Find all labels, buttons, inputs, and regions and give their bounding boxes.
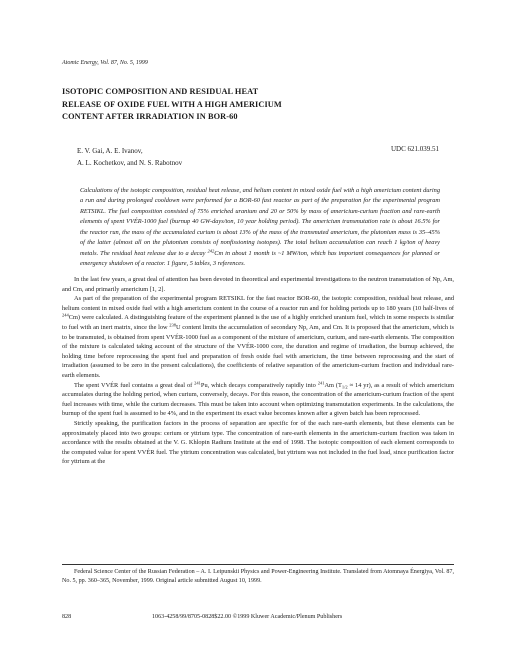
publisher-line: 1063-4258/99/8705-0828$22.00 ©1999 Kluwer Academic/Plenum Publishers (152, 614, 343, 620)
isotope-superscript: 244 (62, 312, 69, 318)
title-line: ISOTOPIC COMPOSITION AND RESIDUAL HEAT (62, 87, 259, 96)
title-line: RELEASE OF OXIDE FUEL WITH A HIGH AMERICIUM (62, 99, 282, 109)
abstract-text: Calculations of the isotopic composition, residual heat release, and helium content in mixed oxide fuel with a high americium content during a run and during prolonged cooldown were performed for a BOR-60 fast reactor as part of the preparation for the experimental program RETSIKL. The fuel composition consisted of 75% enriched uranium and 20 or 50% by mass of americium-curium fraction and rare-earth elements of spent VVÉR-1000 fuel (burnup 40 GW-days/ton, 10 year holding period). The americium transmutation rate is about 16.5% for the reactor run, the mass of the accumulated curium is about 13% of the mass of the transmuted americium, the plutonium mass is 35–45% of the latter (almost all on the plutonium consists of nonfissioning isotopes). The total helium accumulation can reach 1 kg/ton of heavy metals. The residual heat release due to a decay (80, 187, 440, 257)
article-body (62, 275, 454, 467)
body-paragraph: Strictly speaking, the purification factors in the process of separation are specific for of the each rare-earth elements, but these elements can be approximately placed into two groups: cerium or yttrium type. The concentration of rare-earth elements in the americium-curium fraction was taken in accordance with the results obtained at the V. G. Khlopin Radium Institute at the end of 1998. The isotopic composition of each element corresponds to the computed value for spent VVÉR fuel. The yttrium concentration was calculated, but yttrium was not included in the fuel load, since purification factor for yttrium at the (62, 419, 454, 466)
isotope-superscript: 238 (169, 322, 177, 328)
body-text: Cm) were calculated. A distinguishing feature of the experiment planned is the use of a highly enriched uranium fuel, which in some respects is similar to fuel with an inert matrix, since the low (62, 314, 454, 331)
body-text: Am (T (324, 381, 342, 389)
affiliation-footnote: Federal Science Center of the Russian Federation – A. I. Leipunskii Physics and Power-Engineering Institute. Translated from Atomnaya Énergiya, Vol. 87, No. 5, pp. 360–365, November, 1999. Original article submitted August 10, 1999. (62, 569, 454, 585)
isotope-superscript: 241 (317, 380, 325, 386)
body-text: The spent VVÉR fuel contains a great deal of (74, 381, 195, 389)
author-line: A. L. Kochetkov, and N. S. Rabotnov (77, 159, 183, 167)
abstract-text: Cm in about 1 month is ~1 MW/ton, which has important consequences for planned or emergency shutdown of a reactor. 1 figure, 5 tables, 3 references. (80, 249, 441, 268)
half-life-subscript: 1/2 (341, 384, 348, 390)
isotope-superscript: 242 (207, 248, 215, 254)
page-number: 828 (62, 614, 72, 620)
body-text: Pu, which decays comparatively rapidly into (200, 381, 318, 389)
author-line: E. V. Gai, A. E. Ivanov, (77, 147, 143, 155)
body-text: As part of the preparation of the experimental program RETSIKL for the fast reactor BOR-60, the isotopic composition, residual heat release, and helium content in mixed oxide fuel with a high americium content in the course of a reactor run and for holding periods up to 180 years (10 half-lives of (62, 295, 454, 312)
article-title (62, 86, 452, 124)
body-paragraph (62, 381, 454, 419)
abstract (80, 186, 440, 270)
footnote-divider (62, 564, 454, 565)
body-text: ≈ 14 yr), as a result of which americium accumulates during the holding period, when curium, conversely, decays. For this reason, the concentration of the americium-curium fraction of the spent fuel increases with time, while the curium decreases. This must be taken into account when optimizing transmutation experiments. In the calculations, the burnup of the spent fuel is assumed to be 4%, and in the experiment its exact value becomes known after a given batch has been reprocessed. (62, 381, 454, 418)
body-paragraph: In the last few years, a great deal of attention has been devoted in theoretical and experimental investigations to the neutron transmutation of Np, Am, and Cm, and primarily americium [1, 2]. (62, 276, 454, 293)
body-text: U content limits the accumulation of secondary Np, Am, and Cm. It is proposed that the americium, which is to be transmuted, is obtained from spent VVÉR-1000 fuel as a component of the mixture of americium, curium, and rare-earth elements. The composition of the mixture is calculated taking account of the structure of the VVÉR-1000 core, the duration and regime of irradiation, the burnup achieved, the holding time before reprocessing the spent fuel and preparation of fresh oxide fuel with americium, the time between reprocessing and the start of irradiation (assumed to be zero in the present calculations), the coefficients of relative separation of the americium-curium fraction and individual rare-earth elements. (62, 323, 454, 379)
author-list (77, 145, 182, 169)
isotope-superscript: 241 (194, 380, 201, 386)
body-paragraph (62, 294, 454, 380)
udc-code: UDC 621.039.51 (391, 145, 440, 153)
title-line: CONTENT AFTER IRRADIATION IN BOR-60 (62, 112, 238, 121)
journal-citation: Atomic Energy, Vol. 87, No. 5, 1999 (62, 60, 148, 66)
